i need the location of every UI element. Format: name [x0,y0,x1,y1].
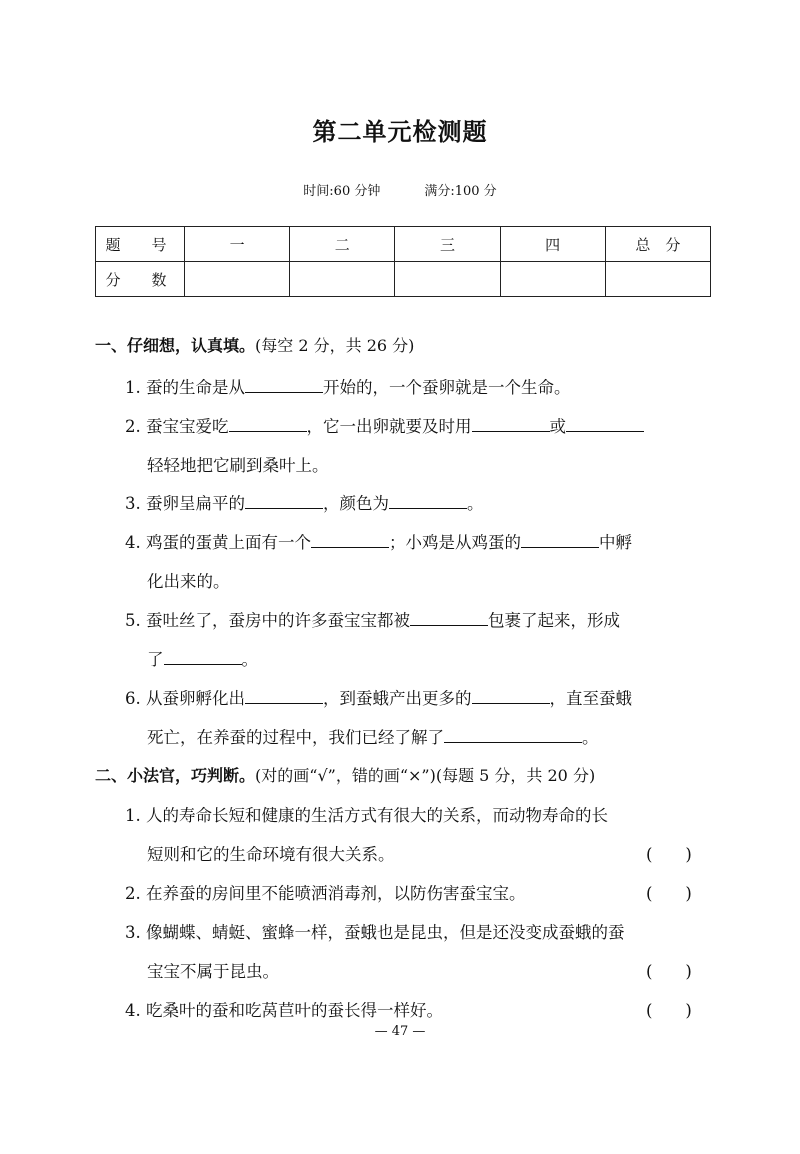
table-cell: 总 分 [605,227,710,262]
time-limit: 时间:60 分钟 [303,184,381,199]
score-cell[interactable] [185,262,290,297]
fill-blank[interactable] [410,610,488,626]
question-2-4: 4. 吃桑叶的蚕和吃莴苣叶的蚕长得一样好。 [125,1001,443,1020]
score-table-score-row [96,262,711,297]
question-1-5: 5. 蚕吐丝了，蚕房中的许多蚕宝宝都被 包裹了起来，形成 [125,611,620,630]
answer-parentheses[interactable]: ( ) [646,884,692,903]
table-cell: 三 [395,227,500,262]
fill-blank[interactable] [566,416,644,432]
section-2-note: (对的画“√”，错的画“×”)(每题 5 分，共 20 分) [255,766,596,785]
question-1-3: 3. 蚕卵呈扁平的 ，颜色为 。 [125,494,484,513]
fill-blank[interactable] [245,688,323,704]
fill-blank[interactable] [164,649,242,665]
fill-blank[interactable] [245,377,323,393]
page-number: — 47 — [374,1024,426,1039]
fill-blank[interactable] [472,688,550,704]
answer-parentheses[interactable]: ( ) [646,962,692,981]
question-1-4: 4. 鸡蛋的蛋黄上面有一个 ；小鸡是从鸡蛋的 中孵 [125,533,632,552]
question-2-3: 3. 像蝴蝶、蜻蜓、蜜蜂一样，蚕蛾也是昆虫，但是还没变成蚕蛾的蚕 [125,923,625,942]
score-table [95,226,711,297]
score-table-header-row [96,227,711,262]
table-cell: 分 数 [96,262,185,297]
table-cell: 一 [185,227,290,262]
score-cell[interactable] [290,262,395,297]
exam-meta [0,180,800,199]
question-1-2: 2. 蚕宝宝爱吃 ，它一出卵就要及时用 或 [125,413,644,437]
score-cell[interactable] [500,262,605,297]
answer-parentheses[interactable]: ( ) [646,845,692,864]
question-1-6-cont: 死亡，在养蚕的过程中，我们已经了解了 。 [147,728,599,747]
question-1-5-cont: 了 。 [147,650,258,669]
fill-blank[interactable] [311,532,389,548]
table-cell: 二 [290,227,395,262]
question-1-4-cont: 化出来的。 [147,572,230,591]
question-2-3-cont: 宝宝不属于昆虫。 [147,962,279,981]
full-score: 满分:100 分 [424,184,497,199]
question-1-6: 6. 从蚕卵孵化出 ，到蚕蛾产出更多的 ，直至蚕蛾 [125,689,632,708]
question-1-1: 1. 蚕的生命是从 开始的，一个蚕卵就是一个生命。 [125,378,571,397]
fill-blank[interactable] [521,532,599,548]
answer-parentheses[interactable]: ( ) [646,1001,692,1020]
section-1-note: (每空 2 分，共 26 分) [255,336,415,355]
fill-blank[interactable] [444,727,582,743]
question-2-1: 1. 人的寿命长短和健康的生活方式有很大的关系，而动物寿命的长 [125,806,608,825]
table-cell: 题 号 [96,227,185,262]
question-1-2-cont: 轻轻地把它刷到桑叶上。 [147,456,329,475]
table-cell: 四 [500,227,605,262]
section-2-heading: 二、小法官，巧判断。(对的画“√”，错的画“×”)(每题 5 分，共 20 分) [95,766,596,785]
question-2-2: 2. 在养蚕的房间里不能喷洒消毒剂，以防伤害蚕宝宝。 [125,884,526,903]
fill-blank[interactable] [229,416,307,432]
fill-blank[interactable] [472,416,550,432]
score-cell[interactable] [395,262,500,297]
page-title: 第二单元检测题 [312,118,488,146]
fill-blank[interactable] [389,493,467,509]
question-2-1-cont: 短则和它的生命环境有很大关系。 [147,845,395,864]
score-cell[interactable] [605,262,710,297]
fill-blank[interactable] [245,493,323,509]
section-1-heading: 一、仔细想，认真填。(每空 2 分，共 26 分) [95,336,415,355]
